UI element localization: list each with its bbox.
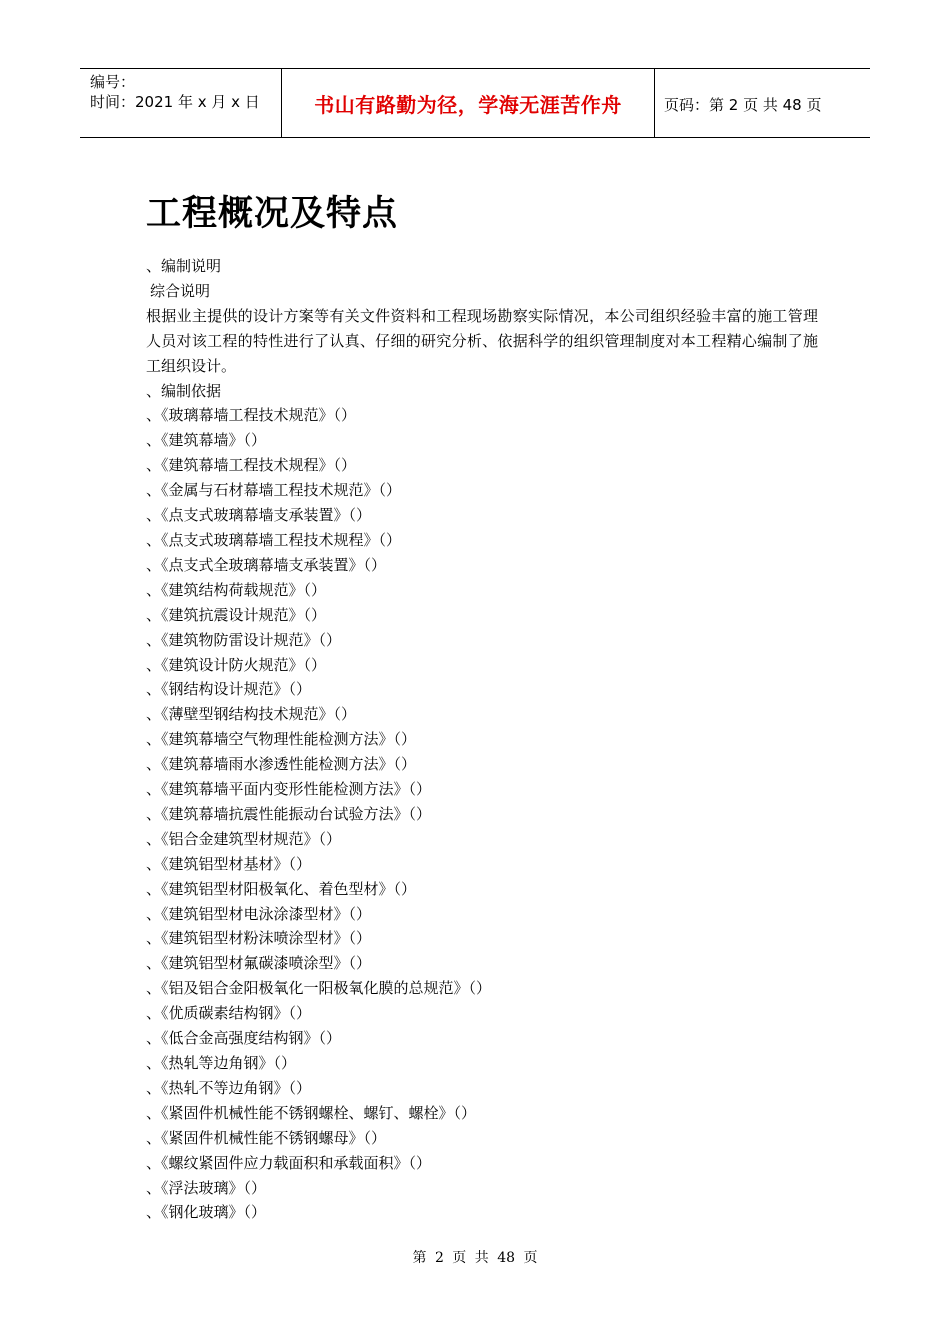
standards-list	[146, 403, 826, 1225]
list-item: 、《建筑幕墙雨水渗透性能检测方法》（）	[146, 755, 417, 774]
document-number-label: 编号：	[90, 73, 136, 91]
section-heading-basis: 、编制依据	[146, 381, 222, 400]
list-item: 、《玻璃幕墙工程技术规范》（）	[146, 406, 357, 425]
header-motto: 书山有路勤为径，学海无涯苦作舟	[314, 93, 622, 117]
list-item: 、《建筑幕墙》（）	[146, 431, 267, 450]
list-item: 、《紧固件机械性能不锈钢螺栓、螺钉、螺栓》（）	[146, 1103, 477, 1122]
list-item: 、《建筑铝型材氟碳漆喷涂型》（）	[146, 954, 372, 973]
header-divider	[654, 69, 655, 137]
list-item: 、《铝合金建筑型材规范》（）	[146, 829, 342, 848]
list-item: 、《浮法玻璃》（）	[146, 1178, 267, 1197]
list-item: 、《建筑抗震设计规范》（）	[146, 605, 327, 624]
list-item: 、《点支式全玻璃幕墙支承装置》（）	[146, 555, 387, 574]
list-item: 、《钢化玻璃》（）	[146, 1203, 267, 1222]
page-title: 工程概况及特点	[146, 194, 399, 234]
list-item: 、《薄壁型钢结构技术规范》（）	[146, 705, 357, 724]
list-item: 、《点支式玻璃幕墙工程技术规程》（）	[146, 530, 402, 549]
body-paragraph: 根据业主提供的设计方案等有关文件资料和工程现场勘察实际情况，本公司组织经验丰富的施工管理人员对该工程的特性进行了认真、仔细的研究分析、依据科学的组织管理制度对本工程精心编制了施工组织设计。	[146, 306, 818, 375]
list-item: 、《热轧等边角钢》（）	[146, 1054, 297, 1072]
list-item: 、《铝及铝合金阳极氧化一阳极氧化膜的总规范》（）	[146, 979, 492, 998]
subsection-heading-general-notes: 综合说明	[150, 281, 211, 300]
document-body	[146, 254, 826, 1225]
section-heading-compile-notes: 、编制说明	[146, 257, 222, 275]
list-item: 、《低合金高强度结构钢》（）	[146, 1029, 342, 1048]
list-item: 、《建筑物防雷设计规范》（）	[146, 630, 342, 649]
list-item: 、《建筑铝型材阳极氧化、着色型材》（）	[146, 879, 417, 898]
list-item: 、《建筑铝型材粉沫喷涂型材》（）	[146, 929, 372, 948]
list-item: 、《钢结构设计规范》（）	[146, 680, 312, 699]
list-item: 、《建筑设计防火规范》（）	[146, 655, 327, 674]
header-page-info: 页码：第 2 页 共 48 页	[664, 96, 822, 114]
list-item: 、《紧固件机械性能不锈钢螺母》（）	[146, 1128, 387, 1147]
list-item: 、《建筑铝型材电泳涂漆型材》（）	[146, 904, 372, 923]
list-item: 、《优质碳素结构钢》（）	[146, 1004, 312, 1023]
list-item: 、《建筑幕墙工程技术规程》（）	[146, 456, 357, 475]
page-footer: 第 2 页 共 48 页	[412, 1250, 538, 1266]
list-item: 、《螺纹紧固件应力载面积和承载面积》（）	[146, 1153, 432, 1172]
header-left-cell	[90, 72, 260, 112]
list-item: 、《热轧不等边角钢》（）	[146, 1078, 312, 1097]
list-item: 、《建筑幕墙抗震性能振动台试验方法》（）	[146, 804, 432, 823]
list-item: 、《金属与石材幕墙工程技术规范》（）	[146, 481, 402, 500]
list-item: 、《建筑结构荷载规范》（）	[146, 580, 327, 599]
document-date: 时间：2021 年 x 月 x 日	[90, 93, 260, 111]
list-item: 、《建筑铝型材基材》（）	[146, 854, 312, 873]
list-item: 、《点支式玻璃幕墙支承装置》（）	[146, 506, 372, 525]
list-item: 、《建筑幕墙平面内变形性能检测方法》（）	[146, 780, 432, 799]
page-header	[80, 68, 870, 138]
list-item: 、《建筑幕墙空气物理性能检测方法》（）	[146, 730, 417, 749]
